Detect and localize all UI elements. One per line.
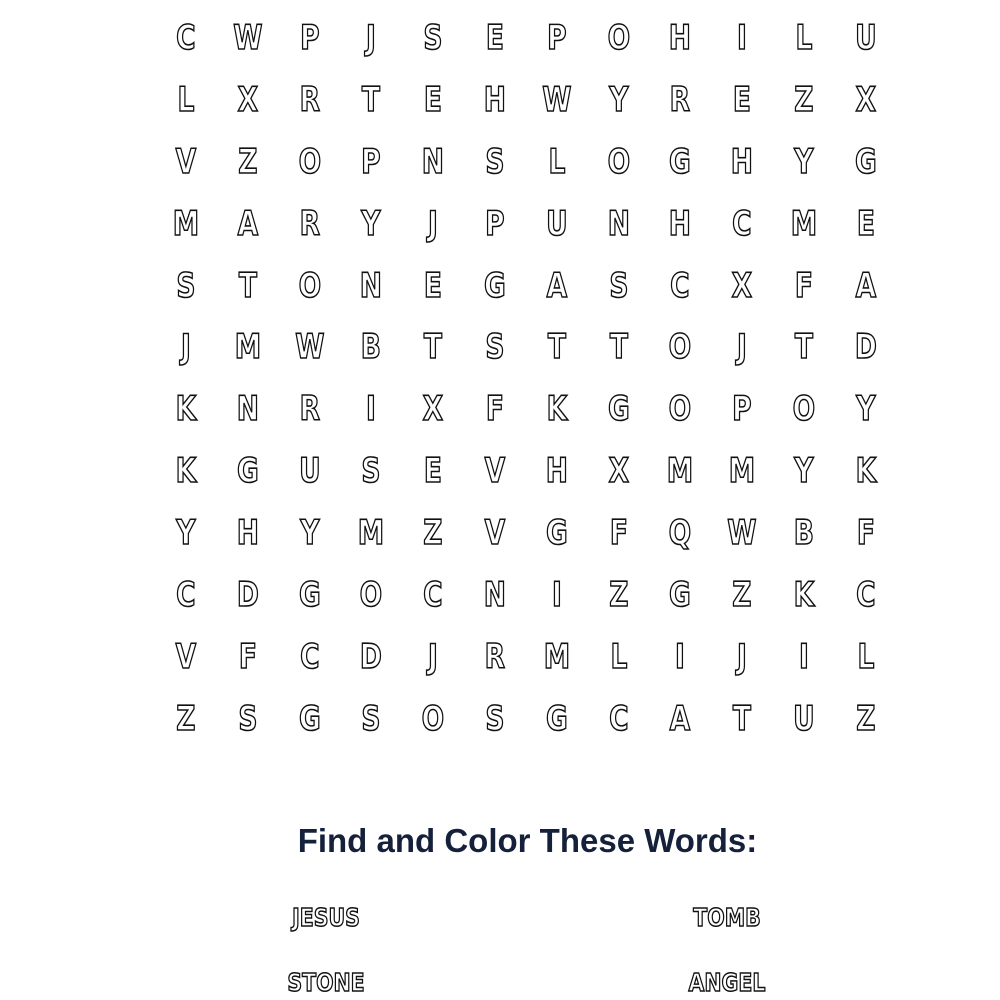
grid-cell[interactable]: C <box>855 574 876 615</box>
grid-cell[interactable]: R <box>299 203 320 244</box>
grid-cell[interactable]: G <box>545 513 568 554</box>
grid-cell[interactable]: Z <box>608 574 629 615</box>
grid-cell[interactable]: T <box>733 698 752 739</box>
grid-cell[interactable]: B <box>793 513 814 554</box>
grid-cell[interactable]: R <box>299 389 320 430</box>
grid-cell[interactable]: M <box>543 636 570 677</box>
grid-cell[interactable]: F <box>856 513 875 554</box>
grid-cell[interactable]: C <box>423 574 443 615</box>
grid-cell[interactable]: E <box>424 451 443 492</box>
grid-cell[interactable]: Y <box>608 79 629 120</box>
grid-cell[interactable]: H <box>669 203 692 244</box>
grid-cell[interactable]: M <box>172 203 200 244</box>
grid-cell[interactable]: K <box>546 389 567 430</box>
grid-cell[interactable]: F <box>609 513 628 554</box>
grid-cell[interactable]: O <box>607 141 630 182</box>
grid-cell[interactable]: M <box>728 451 756 492</box>
grid-cell[interactable]: W <box>294 327 325 368</box>
grid-cell[interactable]: T <box>547 327 566 368</box>
grid-cell[interactable]: G <box>298 574 321 615</box>
grid-cell[interactable]: I <box>551 574 562 615</box>
grid-cell[interactable]: Z <box>176 698 196 739</box>
grid-cell[interactable]: E <box>733 79 752 120</box>
grid-cell[interactable]: U <box>298 451 321 492</box>
grid-cell[interactable]: N <box>360 265 383 306</box>
grid-cell[interactable]: S <box>485 327 505 368</box>
grid-cell[interactable]: Y <box>361 203 381 244</box>
grid-cell[interactable]: S <box>176 265 196 306</box>
word-list-heading: Find and Color These Words: <box>297 822 758 859</box>
grid-cell[interactable]: D <box>360 636 383 677</box>
grid-cell[interactable]: E <box>856 203 875 244</box>
grid-cell[interactable]: W <box>233 17 263 58</box>
grid-cell[interactable]: H <box>236 513 259 554</box>
grid-cell[interactable]: Y <box>794 451 814 492</box>
grid-cell[interactable]: O <box>360 574 383 615</box>
grid-cell[interactable]: C <box>732 203 752 244</box>
grid-cell[interactable]: Z <box>732 574 752 615</box>
grid-cell[interactable]: K <box>793 574 815 615</box>
grid-cell[interactable]: L <box>177 79 195 120</box>
grid-cell[interactable]: M <box>234 327 261 368</box>
grid-cell[interactable]: K <box>175 389 197 430</box>
grid-cell[interactable]: R <box>670 79 691 120</box>
grid-cell[interactable]: K <box>175 451 197 492</box>
grid-cell[interactable]: N <box>421 141 445 182</box>
grid-cell[interactable]: O <box>668 389 692 430</box>
grid-cell[interactable]: O <box>792 389 816 430</box>
grid-cell[interactable]: Z <box>423 513 443 554</box>
word-stone[interactable]: STONE <box>287 968 365 997</box>
grid-cell[interactable]: V <box>484 513 506 554</box>
grid-cell[interactable]: H <box>545 451 568 492</box>
grid-cell[interactable]: X <box>731 265 753 306</box>
grid-cell[interactable]: P <box>485 203 505 244</box>
grid-cell[interactable]: X <box>608 451 629 492</box>
grid-cell[interactable]: E <box>485 17 504 58</box>
grid-cell[interactable]: E <box>424 265 443 306</box>
grid-cell[interactable]: S <box>608 265 629 306</box>
grid-cell[interactable]: G <box>236 451 259 492</box>
grid-cell[interactable]: O <box>607 17 630 58</box>
grid-cell[interactable]: M <box>790 203 818 244</box>
grid-cell[interactable]: C <box>670 265 691 306</box>
grid-cell[interactable]: L <box>610 636 627 677</box>
word-tomb[interactable]: TOMB <box>693 903 761 932</box>
grid-cell[interactable]: F <box>485 389 504 430</box>
grid-cell[interactable]: Z <box>238 141 258 182</box>
word-angel[interactable]: ANGEL <box>688 968 766 997</box>
grid-cell[interactable]: O <box>298 141 321 182</box>
grid-cell[interactable]: H <box>483 79 506 120</box>
grid-cell[interactable]: S <box>361 451 381 492</box>
grid-cell[interactable]: U <box>793 698 815 739</box>
grid-cell[interactable]: G <box>854 141 877 182</box>
grid-cell[interactable]: D <box>236 574 259 615</box>
grid-cell[interactable]: Y <box>176 513 196 554</box>
grid-cell[interactable]: C <box>608 698 629 739</box>
grid-cell[interactable]: P <box>732 389 752 430</box>
grid-cell[interactable]: S <box>485 141 505 182</box>
grid-cell[interactable]: Q <box>668 513 692 554</box>
grid-cell[interactable]: J <box>428 203 439 244</box>
grid-cell[interactable]: X <box>855 79 876 120</box>
grid-cell[interactable]: H <box>730 141 754 182</box>
grid-cell[interactable]: B <box>361 327 382 368</box>
grid-cell[interactable]: G <box>607 389 630 430</box>
grid-cell[interactable]: J <box>180 327 191 368</box>
grid-cell[interactable]: O <box>668 327 692 368</box>
grid-cell[interactable]: J <box>428 636 439 677</box>
grid-cell[interactable]: J <box>366 17 377 58</box>
letter-grid <box>155 7 897 750</box>
grid-cell[interactable]: G <box>298 698 321 739</box>
grid-cell[interactable]: Y <box>856 389 876 430</box>
grid-cell[interactable]: L <box>548 141 566 182</box>
grid-cell[interactable]: L <box>857 636 875 677</box>
grid-cell[interactable]: Z <box>794 79 814 120</box>
grid-cell[interactable]: F <box>238 636 257 677</box>
grid-cell[interactable]: T <box>362 79 381 120</box>
grid-cell[interactable]: V <box>175 636 197 677</box>
grid-cell[interactable]: C <box>176 17 196 58</box>
grid-cell[interactable]: S <box>361 698 381 739</box>
word-jesus[interactable]: JESUS <box>292 903 360 932</box>
grid-cell[interactable]: H <box>669 17 692 58</box>
grid-cell[interactable]: W <box>542 79 572 120</box>
grid-cell[interactable]: T <box>238 265 257 306</box>
grid-cell[interactable]: W <box>727 513 757 554</box>
grid-cell[interactable]: A <box>546 265 567 306</box>
grid-cell[interactable]: G <box>545 698 568 739</box>
grid-cell[interactable]: I <box>798 636 809 677</box>
grid-cell[interactable]: N <box>607 203 630 244</box>
grid-cell[interactable]: I <box>675 636 686 677</box>
grid-cell[interactable]: C <box>176 574 196 615</box>
grid-cell[interactable]: U <box>854 17 877 58</box>
grid-cell[interactable]: P <box>299 17 320 58</box>
grid-cell[interactable]: U <box>545 203 568 244</box>
grid-cell[interactable]: M <box>667 451 694 492</box>
grid-cell[interactable]: G <box>483 265 506 306</box>
grid-cell[interactable]: N <box>236 389 259 430</box>
grid-cell[interactable]: T <box>424 327 443 368</box>
grid-cell[interactable]: M <box>358 513 385 554</box>
grid-cell[interactable]: Y <box>299 513 320 554</box>
grid-cell[interactable]: A <box>670 698 691 739</box>
grid-cell[interactable]: R <box>299 79 320 120</box>
grid-cell[interactable]: L <box>795 17 813 58</box>
grid-cell[interactable]: V <box>484 451 506 492</box>
grid-cell[interactable]: O <box>298 265 321 306</box>
grid-cell[interactable]: F <box>794 265 813 306</box>
grid-cell[interactable]: X <box>422 389 444 430</box>
grid-cell[interactable]: T <box>609 327 628 368</box>
grid-cell[interactable]: N <box>483 574 506 615</box>
grid-cell[interactable]: V <box>175 141 197 182</box>
grid-cell[interactable]: Z <box>856 698 876 739</box>
grid-cell[interactable]: G <box>669 141 692 182</box>
grid-cell[interactable]: Y <box>794 141 814 182</box>
grid-cell[interactable]: A <box>855 265 876 306</box>
grid-cell[interactable]: G <box>669 574 692 615</box>
grid-cell[interactable]: P <box>546 17 567 58</box>
grid-cell[interactable]: T <box>794 327 813 368</box>
grid-cell[interactable]: S <box>238 698 258 739</box>
grid-cell[interactable]: K <box>855 451 876 492</box>
grid-cell[interactable]: S <box>485 698 505 739</box>
grid-cell[interactable]: J <box>737 636 748 677</box>
grid-cell[interactable]: C <box>299 636 320 677</box>
grid-cell[interactable]: J <box>737 327 748 368</box>
grid-cell[interactable]: S <box>423 17 443 58</box>
grid-cell[interactable]: I <box>366 389 377 430</box>
grid-cell[interactable]: A <box>237 203 258 244</box>
grid-cell[interactable]: E <box>424 79 443 120</box>
grid-cell[interactable]: I <box>737 17 748 58</box>
grid-cell[interactable]: D <box>854 327 877 368</box>
grid-cell[interactable]: X <box>237 79 258 120</box>
grid-cell[interactable]: O <box>421 698 445 739</box>
grid-cell[interactable]: R <box>484 636 506 677</box>
grid-cell[interactable]: P <box>361 141 382 182</box>
